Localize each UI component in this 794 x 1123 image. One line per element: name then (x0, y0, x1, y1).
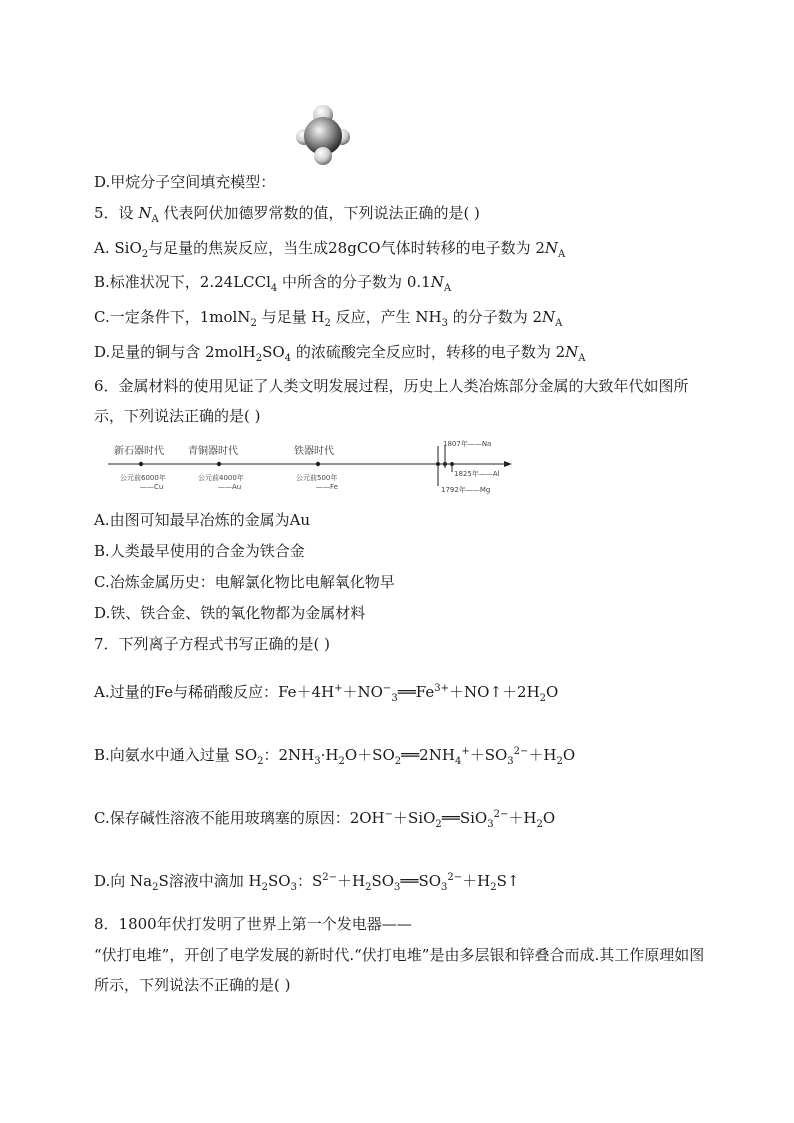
q7-option-a: A.过量的Fe与稀硝酸反应：$Fe+4H^++NO^-_3══Fe^{3+}+NO↑+2H_2O$ (94, 683, 559, 704)
svg-text:——Fe: ——Fe (316, 483, 338, 491)
q7-option-c: C.保存碱性溶液不能用玻璃塞的原因：$2OH^-+SiO_2══SiO_3^{2-}+H_2O$ (94, 809, 556, 830)
svg-text:1825年——Al: 1825年——Al (454, 470, 500, 478)
q5-option-d: D.足量的铜与含 $2molH_2SO_4$ 的浓硫酸完全反应时，转移的电子数为 $2N_A$ (94, 343, 586, 364)
q6-option-c: C.冶炼金属历史：电解氯化物比电解氧化物早 (94, 573, 395, 591)
q5-option-a: A. SiO$_2$与足量的焦炭反应，当生成28gCO气体时转移的电子数为 $2N_A$ (94, 239, 566, 260)
svg-text:——Cu: ——Cu (140, 483, 164, 491)
q6-option-b: B.人类最早使用的合金为铁合金 (94, 542, 305, 560)
q7-option-d: D.向 $Na_2S$溶液中滴加 $H_2SO_3$：$S^{2-}+H_2SO_3══SO_3^{2-}+H_2S↑$ (94, 872, 520, 893)
svg-text:公元前4000年: 公元前4000年 (198, 474, 244, 482)
q8-stem-line2: “伏打电堆”，开创了电学发展的新时代.“伏打电堆”是由多层银和锌叠合而成.其工作原理如图所示，下列说法不正确的是( ) (94, 946, 705, 994)
q7-option-b: B.向氨水中通入过量 $SO_2$：$2NH_3\cdot H_2O+SO_2══2NH_4^++SO_3^{2-}+H_2O$ (94, 746, 576, 767)
metal-smelting-timeline (108, 436, 513, 498)
q6-option-d: D.铁、铁合金、铁的氧化物都为金属材料 (94, 604, 366, 622)
era-neolithic: 新石器时代 (114, 446, 164, 457)
svg-text:1807年——Na: 1807年——Na (443, 440, 492, 448)
svg-text:公元前6000年: 公元前6000年 (120, 474, 166, 482)
q4-option-d: D.甲烷分子空间填充模型： (94, 173, 276, 191)
q7-stem: 7．下列离子方程式书写正确的是( ) (94, 635, 331, 653)
methane-space-filling-model-image (296, 104, 350, 166)
era-iron-age: 铁器时代 (294, 446, 334, 457)
svg-text:公元前500年: 公元前500年 (296, 474, 338, 482)
q8-stem-line1: 8．1800年伏打发明了世界上第一个发电器—— (94, 915, 412, 933)
q5-option-b: B.标准状况下，2.24LCCl$_4$ 中所含的分子数为 $0.1N_A$ (94, 273, 452, 294)
q6-option-a: A.由图可知最早冶炼的金属为Au (94, 511, 311, 529)
q5-option-c: C.一定条件下，1molN$_2$ 与足量 $H_2$ 反应，产生 $NH_3$ 的分子数为 $2N_A$ (94, 308, 563, 329)
q6-stem: 6．金属材料的使用见证了人类文明发展过程，历史上人类冶炼部分金属的大致年代如图所示，下列说法正确的是( ) (94, 377, 689, 425)
svg-text:——Au: ——Au (218, 483, 242, 491)
q5-stem: 5．设 $N_A$ 代表阿伏加德罗常数的值，下列说法正确的是( ) (94, 204, 480, 225)
svg-text:1792年——Mg: 1792年——Mg (441, 486, 491, 494)
era-bronze-age: 青铜器时代 (188, 446, 238, 457)
